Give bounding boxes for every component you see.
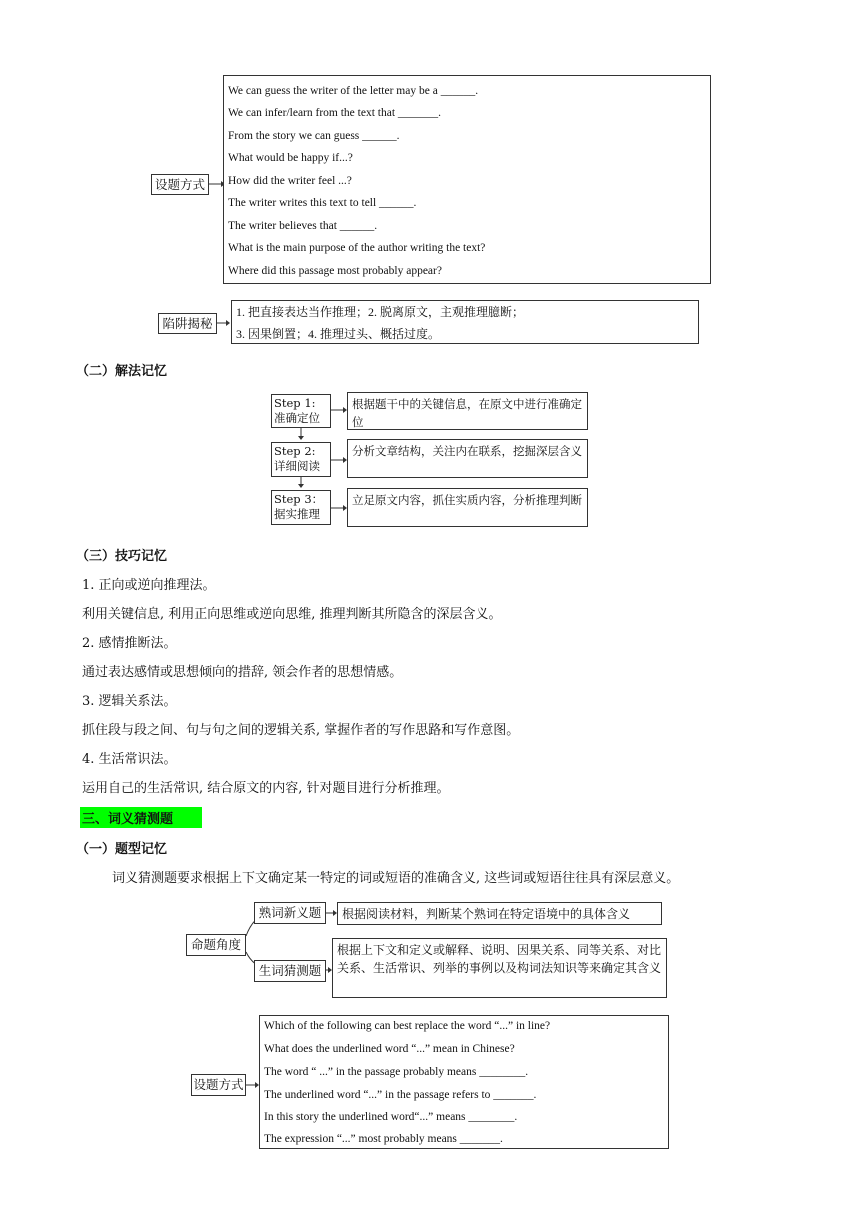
step-1-title: 准确定位 [274,411,320,425]
angle-branch-1: 熟词新义题 [254,902,326,924]
step-2-label [271,442,331,477]
step-1-label [271,394,331,428]
question-line: The writer writes this text to tell ______. [228,197,417,209]
question-format-label-2: 设题方式 [191,1074,246,1096]
step-3-number: Step 3： [274,492,324,506]
step-1-desc: 根据题干中的关键信息，在原文中进行准确定位 [347,392,588,430]
question-line: The underlined word “...” in the passage refers to _______. [264,1089,537,1101]
trap-label: 陷阱揭秘 [158,313,217,334]
section-heading-question-type: （一）题型记忆 [76,842,168,857]
question-line: We can infer/learn from the text that _______. [228,107,442,119]
part-heading-word-guess: 三、词义猜测题 [80,807,202,828]
question-line: What would be happy if...? [228,152,353,164]
trap-line-1: 1. 把直接表达当作推理；2. 脱离原文，主观推理臆断； [236,305,525,319]
step-2-title: 详细阅读 [274,459,320,473]
tip-body-4: 运用自己的生活常识, 结合原文的内容, 针对题目进行分析推理。 [82,781,450,796]
angle-branch-2-desc: 根据上下文和定义或解释、说明、因果关系、同等关系、对比关系、生活常识、列举的事例以及构词法知识等来确定其含义 [332,938,667,998]
question-line: What is the main purpose of the author writing the text? [228,242,486,254]
question-line: How did the writer feel ...? [228,175,352,187]
question-line: We can guess the writer of the letter may be a ______. [228,85,479,97]
step-2-number: Step 2: [274,444,316,458]
step-3-title: 据实推理 [274,507,320,521]
angle-branch-2: 生词猜测题 [254,960,326,982]
step-3-desc: 立足原文内容，抓住实质内容，分析推理判断 [347,488,588,527]
tip-body-2: 通过表达感情或思想倾向的措辞, 领会作者的思想情感。 [82,665,403,680]
step-1-number: Step 1: [274,396,316,410]
question-line: The expression “...” most probably means _______. [264,1133,503,1145]
question-line: The writer believes that ______. [228,220,378,232]
question-line: Where did this passage most probably appear? [228,265,442,277]
tip-title-1: 1. 正向或逆向推理法。 [82,578,216,593]
angle-root: 命题角度 [186,934,246,956]
part3-intro: 词义猜测题要求根据上下文确定某一特定的词或短语的准确含义, 这些词或短语往往具有深层意义。 [112,871,680,886]
question-format-label: 设题方式 [151,174,209,195]
section-heading-tips: （三）技巧记忆 [76,549,168,564]
tip-body-1: 利用关键信息, 利用正向思维或逆向思维, 推理判断其所隐含的深层含义。 [82,607,502,622]
tip-body-3: 抓住段与段之间、句与句之间的逻辑关系, 掌握作者的写作思路和写作意图。 [82,723,520,738]
question-format-box-2 [259,1015,669,1149]
question-line: Which of the following can best replace the word “...” in line? [264,1020,551,1032]
question-line: What does the underlined word “...” mean in Chinese? [264,1043,515,1055]
question-line: In this story the underlined word“...” means ________. [264,1111,518,1123]
tip-title-2: 2. 感情推断法。 [82,636,177,651]
trap-box [231,300,699,344]
tip-title-3: 3. 逻辑关系法。 [82,694,177,709]
step-3-label [271,490,331,525]
section-heading-method: （二）解法记忆 [76,364,168,379]
question-line: The word “ ...” in the passage probably means ________. [264,1066,529,1078]
question-line: From the story we can guess ______. [228,130,400,142]
angle-branch-1-desc: 根据阅读材料，判断某个熟词在特定语境中的具体含义 [337,902,662,925]
step-2-desc: 分析文章结构，关注内在联系，挖掘深层含义 [347,439,588,478]
trap-line-2: 3. 因果倒置；4. 推理过头、概括过度。 [236,327,441,341]
question-format-box [223,75,711,284]
tip-title-4: 4. 生活常识法。 [82,752,177,767]
